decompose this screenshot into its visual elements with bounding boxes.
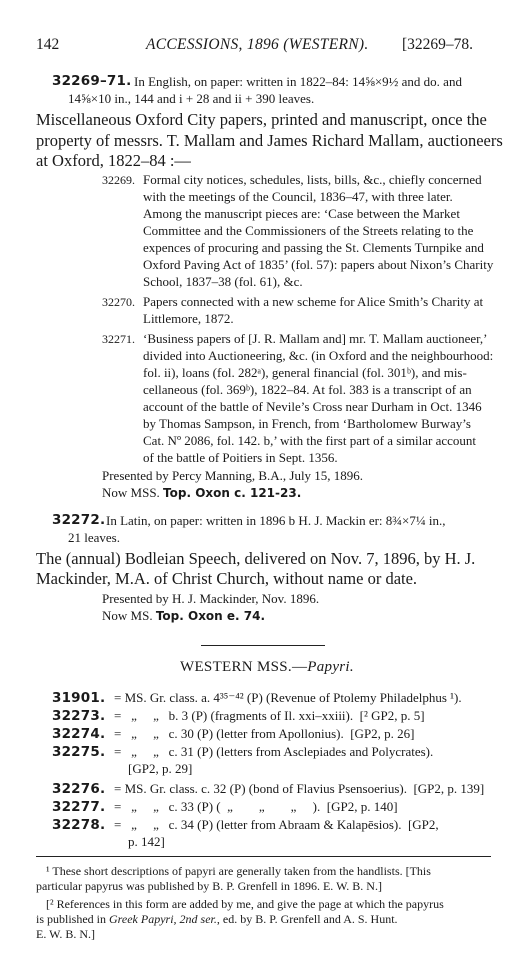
item-number: 32270.	[102, 295, 135, 309]
item-number: 32271.	[102, 332, 135, 346]
item-text: Oxford Paving Act of 1835’ (fol. 57): papers about Nixon’s Charity	[143, 257, 494, 272]
item-text: Committee and the Commissioners of the Streets relating to the	[143, 223, 474, 238]
entry-description: In Latin, on paper: written in 1896 b H. J. Mackin er: 8¾×7¼ in.,	[106, 513, 446, 528]
papyrus-number: 32275.	[52, 744, 106, 760]
footnote-rule	[36, 856, 491, 857]
now-shelfmark	[102, 485, 301, 501]
entry-title: property of messrs. T. Mallam and James Richard Mallam, auctioneers	[36, 131, 503, 150]
item-text: with the meetings of the Council, 1836–47, with three later.	[143, 189, 453, 204]
papyrus-number: 32274.	[52, 726, 106, 742]
entry-description: 14⅝×10 in., 144 and i + 28 and ii + 390 leaves.	[68, 91, 315, 106]
entry-title: The (annual) Bodleian Speech, delivered on Nov. 7, 1896, by H. J.	[36, 549, 476, 568]
item-text: fol. ii), loans (fol. 282ᵃ), general financial (fol. 301ᵇ), and mis-	[143, 365, 467, 380]
entry-title: at Oxford, 1822–84 :—	[36, 151, 191, 170]
footnote-1: particular papyrus was published by B. P. Grenfell in 1896. E. W. B. N.]	[36, 879, 382, 893]
entry-number: 32272.	[52, 512, 106, 528]
papyrus-text: = „ „ c. 33 (P) ( „ „ „ ). [GP2, p. 140]	[114, 799, 398, 814]
papyrus-number: 32277.	[52, 799, 106, 815]
papyrus-text: = „ „ b. 3 (P) (fragments of Il. xxi–xxiii). [² GP2, p. 5]	[114, 708, 425, 723]
papyrus-number: 31901.	[52, 690, 106, 706]
now-shelfmark	[102, 608, 265, 624]
papyrus-text: = MS. Gr. class. c. 32 (P) (bond of Flavius Psensoerius). [GP2, p. 139]	[114, 781, 485, 796]
item-text: Among the manuscript pieces are: ‘Case between the Market	[143, 206, 460, 221]
item-text: of the battle of Poitiers in Sept. 1356.	[143, 450, 338, 465]
papyrus-number: 32278.	[52, 817, 106, 833]
papyrus-text: = MS. Gr. class. a. 4³⁵⁻⁴² (P) (Revenue of Ptolemy Philadelphus ¹).	[114, 690, 462, 705]
item-text: account of the battle of Nevile’s Cross near Durham in Oct. 1346	[143, 399, 482, 414]
papyrus-number: 32273.	[52, 708, 106, 724]
item-text: Formal city notices, schedules, lists, bills, &c., chiefly concerned	[143, 172, 482, 187]
item-text: Cat. Nº 2086, fol. 142. b,’ with the first part of a similar account	[143, 433, 477, 448]
papyrus-text: = „ „ c. 31 (P) (letters from Asclepiades and Polycrates).	[114, 744, 434, 759]
footnote-1: ¹ These short descriptions of papyri are generally taken from the handlists. [This	[46, 864, 431, 878]
item-text: cellaneous (fol. 369ᵇ), 1822–84. At fol. 383 is a transcript of an	[143, 382, 472, 397]
running-title: ACCESSIONS, 1896 (WESTERN).	[146, 36, 369, 53]
footnote-2: [² References in this form are added by me, and give the page at which the papyrus	[46, 897, 444, 911]
item-text: ‘Business papers of [J. R. Mallam and] mr. T. Mallam auctioneer,’	[143, 331, 488, 346]
now-prefix: Now MSS.	[102, 485, 164, 500]
shelfmark: Top. Oxon c. 121-23.	[163, 486, 302, 500]
entry-number: 32269–71.	[52, 73, 132, 89]
presented-by: Presented by H. J. Mackinder, Nov. 1896.	[102, 591, 320, 606]
item-text: expences of procuring and passing the St. Clements Turnpike and	[143, 240, 484, 255]
item-text: Papers connected with a new scheme for Alice Smith’s Charity at	[143, 294, 484, 309]
section-heading: WESTERN MSS.—Papyri.	[180, 659, 354, 675]
footnote-2: E. W. B. N.]	[36, 927, 96, 941]
papyrus-number: 32276.	[52, 781, 106, 797]
papyrus-text-cont: p. 142]	[128, 834, 165, 849]
item-text: School, 1837–38 (fol. 61), &c.	[143, 274, 303, 289]
papyrus-text-cont: [GP2, p. 29]	[128, 761, 193, 776]
papyrus-text: = „ „ c. 30 (P) (letter from Apollonius). [GP2, p. 26]	[114, 726, 415, 741]
item-text: by Thomas Sampson, in French, from ‘Bartholomew Burway’s	[143, 416, 471, 431]
entry-description: 21 leaves.	[68, 530, 120, 545]
presented-by: Presented by Percy Manning, B.A., July 15, 1896.	[102, 468, 364, 483]
entry-title: Mackinder, M.A. of Christ Church, without name or date.	[36, 569, 418, 588]
item-text: divided into Auctioneering, &c. (in Oxford and the neighbourhood:	[143, 348, 494, 363]
item-text: Littlemore, 1872.	[143, 311, 234, 326]
now-prefix: Now MS.	[102, 608, 156, 623]
page-number: 142	[36, 36, 60, 53]
papyrus-text: = „ „ c. 34 (P) (letter from Abraam & Kalapēsios). [GP2,	[114, 817, 439, 832]
shelfmark-range: [32269–78.	[402, 36, 474, 53]
footnote-2: is published in Greek Papyri, 2nd ser., ed. by B. P. Grenfell and A. S. Hunt.	[36, 912, 398, 926]
entry-description: In English, on paper: written in 1822–84: 14⅝×9½ and do. and	[134, 74, 462, 89]
section-divider	[201, 645, 325, 646]
shelfmark: Top. Oxon e. 74.	[155, 609, 266, 623]
entry-title: Miscellaneous Oxford City papers, printed and manuscript, once the	[36, 110, 487, 129]
item-number: 32269.	[102, 173, 135, 187]
